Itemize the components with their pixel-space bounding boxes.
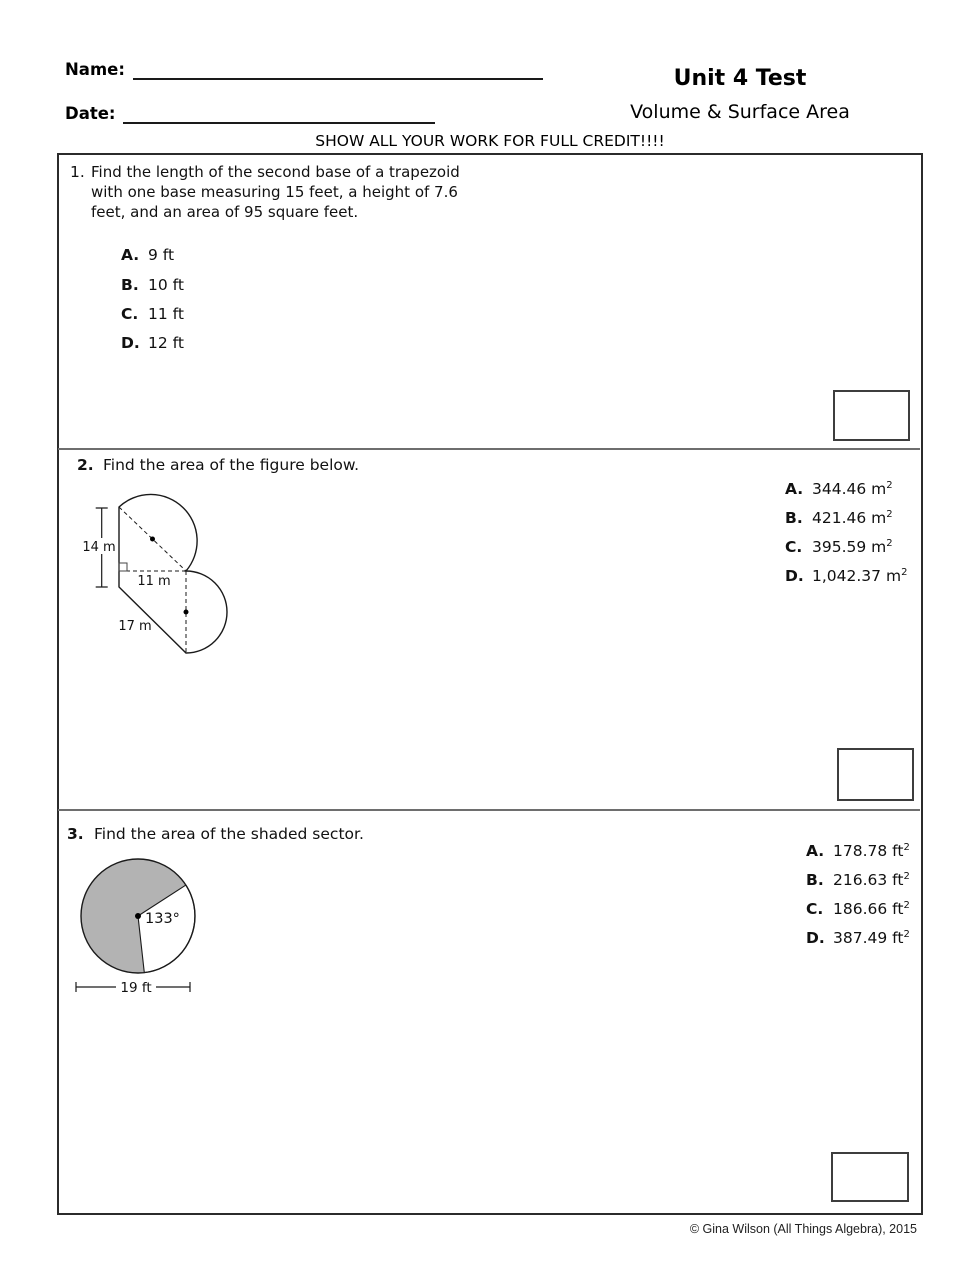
q1-text	[91, 162, 460, 222]
q3-choice-b	[806, 871, 910, 889]
q1-choice-a-letter: A.	[121, 246, 140, 264]
q2-choice-a-text: 344.46 m	[812, 480, 887, 498]
q3-choice-b-sup: 2	[903, 870, 910, 882]
q3-prompt: Find the area of the shaded sector.	[94, 825, 364, 843]
q1-answer-box[interactable]	[833, 390, 910, 441]
q3-choice-c	[806, 900, 910, 918]
q2-choice-c-letter: C.	[785, 538, 803, 556]
q2-label-14m: 14 m	[82, 540, 116, 555]
divider-q2-q3	[58, 809, 920, 811]
q3-choice-d	[806, 929, 910, 947]
q3-angle-label: 133°	[145, 911, 180, 927]
q1-choice-b-text: 10 ft	[148, 276, 184, 294]
q1-choice-c	[121, 305, 184, 323]
q3-choice-b-text: 216.63 ft	[833, 871, 904, 889]
q3-choice-d-letter: D.	[806, 929, 825, 947]
q2-number: 2.	[77, 456, 94, 474]
q1-choice-c-text: 11 ft	[148, 305, 184, 323]
q2-label-17m: 17 m	[118, 619, 152, 634]
name-label: Name:	[65, 60, 125, 79]
q3-choice-c-letter: C.	[806, 900, 824, 918]
q1-text-line2: with one base measuring 15 feet, a height of 7.6	[91, 183, 458, 201]
q2-choice-c	[785, 538, 893, 556]
q1-choice-d	[121, 334, 184, 352]
q2-choice-d-sup: 2	[901, 566, 908, 578]
q1-text-line3: feet, and an area of 95 square feet.	[91, 203, 359, 221]
q3-choice-c-sup: 2	[903, 899, 910, 911]
q1-choice-d-text: 12 ft	[148, 334, 184, 352]
q3-number: 3.	[67, 825, 84, 843]
q3-choice-d-sup: 2	[903, 928, 910, 940]
date-blank-line[interactable]	[123, 106, 435, 124]
q2-choice-b-letter: B.	[785, 509, 803, 527]
q3-answer-box[interactable]	[831, 1152, 909, 1202]
q1-text-line1: Find the length of the second base of a trapezoid	[91, 163, 460, 181]
q2-choice-c-text: 395.59 m	[812, 538, 887, 556]
q3-choice-b-letter: B.	[806, 871, 824, 889]
q2-choice-a	[785, 480, 893, 498]
q1-number: 1.	[70, 163, 85, 181]
q2-choice-d	[785, 567, 907, 585]
q3-choice-a-text: 178.78 ft	[833, 842, 904, 860]
q2-choice-c-sup: 2	[886, 537, 893, 549]
q2-choice-b	[785, 509, 893, 527]
q2-choice-b-text: 421.46 m	[812, 509, 887, 527]
q3-choice-a	[806, 842, 910, 860]
test-title: Unit 4 Test	[673, 66, 807, 91]
copyright-footer: © Gina Wilson (All Things Algebra), 2015	[689, 1222, 917, 1236]
divider-q1-q2	[58, 448, 920, 450]
test-subtitle: Volume & Surface Area	[630, 101, 850, 123]
q1-choice-d-letter: D.	[121, 334, 140, 352]
questions-frame	[57, 153, 923, 1215]
q2-figure-composite-shape	[70, 485, 245, 663]
q3-choice-d-text: 387.49 ft	[833, 929, 904, 947]
q1-choice-c-letter: C.	[121, 305, 139, 323]
q2-choice-a-sup: 2	[886, 479, 893, 491]
q1-choice-b-letter: B.	[121, 276, 139, 294]
q1-choice-b	[121, 276, 184, 294]
q1-choice-a	[121, 246, 174, 264]
q2-choice-d-letter: D.	[785, 567, 804, 585]
q3-choice-c-text: 186.66 ft	[833, 900, 904, 918]
q2-upper-semicircle-center-dot	[150, 537, 155, 542]
q3-choice-a-letter: A.	[806, 842, 825, 860]
q2-prompt: Find the area of the figure below.	[103, 456, 360, 474]
q3-center-dot	[135, 913, 141, 919]
q3-diameter-label: 19 ft	[120, 980, 152, 996]
q2-choice-d-text: 1,042.37 m	[812, 567, 902, 585]
q3-figure-shaded-sector	[70, 852, 210, 1000]
name-blank-line[interactable]	[133, 62, 543, 80]
q3-choice-a-sup: 2	[903, 841, 910, 853]
q2-answer-box[interactable]	[837, 748, 914, 801]
q2-choice-a-letter: A.	[785, 480, 804, 498]
q2-lower-semicircle-center-dot	[184, 610, 189, 615]
date-label: Date:	[65, 104, 116, 123]
instruction-banner: SHOW ALL YOUR WORK FOR FULL CREDIT!!!!	[315, 132, 665, 150]
q1-choice-a-text: 9 ft	[148, 246, 175, 264]
q2-label-11m: 11 m	[137, 574, 171, 589]
q2-choice-b-sup: 2	[886, 508, 893, 520]
